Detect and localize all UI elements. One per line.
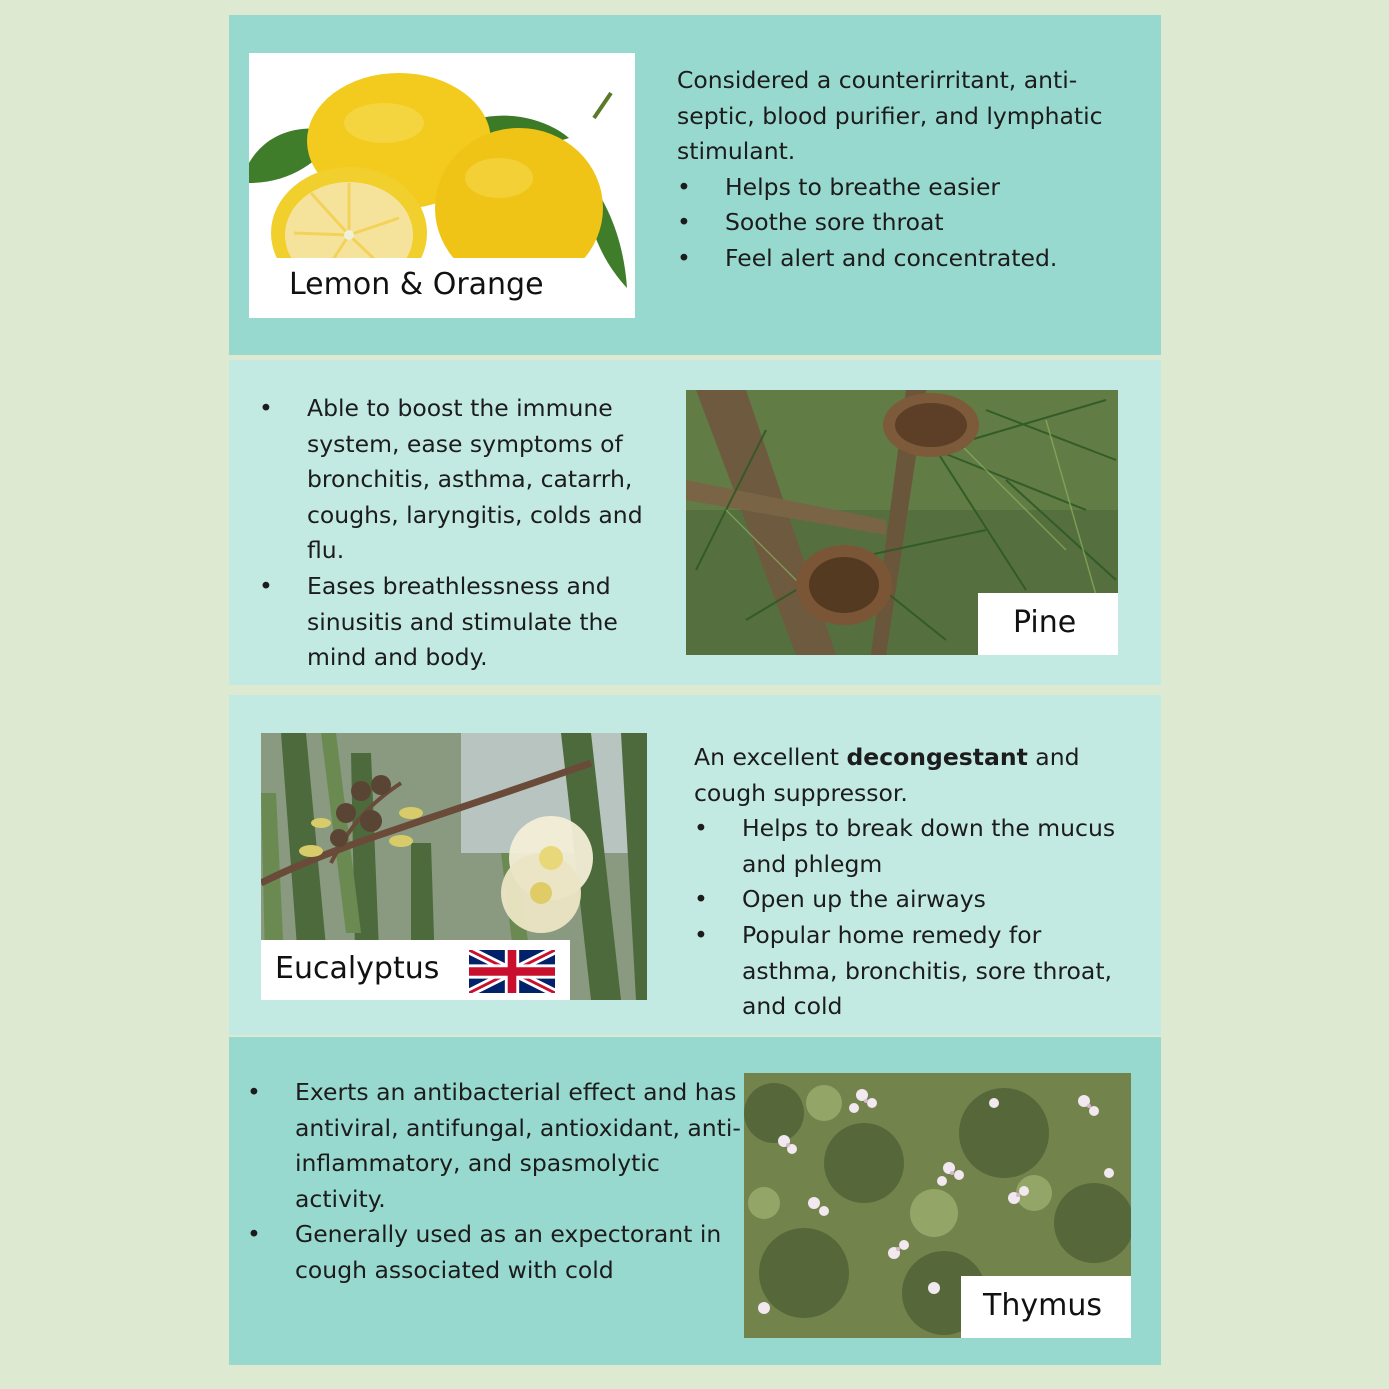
list-item: • Open up the airways xyxy=(694,882,1134,918)
eucalyptus-intro-pre: An excellent xyxy=(694,743,847,771)
eucalyptus-intro-bold: decongestant xyxy=(846,743,1028,771)
thymus-panel xyxy=(229,1037,1161,1365)
list-item: • Exerts an antibacterial effect and has antiviral, antifungal, antioxidant, anti-inflammatory, and spasmolytic activity. xyxy=(247,1075,747,1217)
lemon-caption: Lemon & Orange xyxy=(271,258,601,318)
eucalyptus-intro xyxy=(694,740,1134,811)
pine-panel xyxy=(229,360,1161,685)
thymus-caption: Thymus xyxy=(961,1276,1131,1338)
lemon-orange-panel xyxy=(229,15,1161,355)
list-item: • Popular home remedy for asthma, bronchitis, sore throat, and cold xyxy=(694,918,1134,1025)
eucalyptus-panel xyxy=(229,695,1161,1035)
pine-description xyxy=(259,391,649,676)
thymus-bullet-list xyxy=(247,1075,747,1289)
list-item: • Eases breathlessness and sinusitis and stimulate the mind and body. xyxy=(259,569,649,676)
eucalyptus-bullet-list xyxy=(694,811,1134,1025)
list-item: • Soothe sore throat xyxy=(677,205,1127,241)
eucalyptus-intro-post: and cough suppressor. xyxy=(694,743,1080,807)
thymus-description xyxy=(247,1075,747,1289)
thymus-photo xyxy=(744,1073,1131,1338)
pine-caption: Pine xyxy=(978,593,1118,655)
eucalyptus-caption-text: Eucalyptus xyxy=(275,951,440,986)
list-item: • Helps to break down the mucus and phlegm xyxy=(694,811,1134,882)
lemon-bullet-list xyxy=(677,170,1127,277)
list-item: • Feel alert and concentrated. xyxy=(677,241,1127,277)
lemon-photo xyxy=(249,53,635,318)
pine-photo xyxy=(686,390,1118,655)
eucalyptus-photo xyxy=(261,733,647,1000)
list-item: • Generally used as an expectorant in cough associated with cold xyxy=(247,1217,747,1288)
list-item: • Able to boost the immune system, ease symptoms of bronchitis, asthma, catarrh, coughs, laryngitis, colds and flu. xyxy=(259,391,649,569)
eucalyptus-description xyxy=(694,740,1134,1025)
uk-flag-icon xyxy=(469,950,555,993)
eucalyptus-caption xyxy=(261,940,570,1000)
pine-bullet-list xyxy=(259,391,649,676)
list-item: • Helps to breathe easier xyxy=(677,170,1127,206)
lemon-intro: Considered a counterirritant, anti-septic, blood purifier, and lymphatic stimulant. xyxy=(677,66,1103,166)
lemon-description xyxy=(677,63,1127,277)
